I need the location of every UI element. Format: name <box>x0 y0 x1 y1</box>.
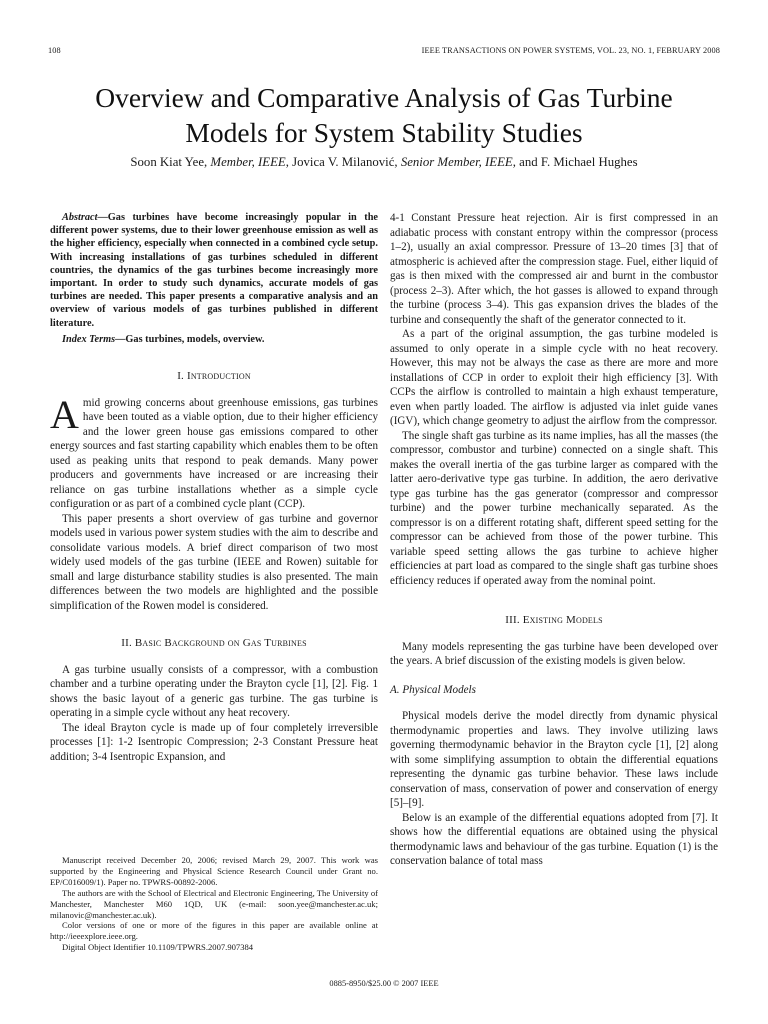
abstract-dash: — <box>97 212 108 223</box>
section-heading-existing-models <box>390 613 718 628</box>
right-paragraph-6: Below is an example of the differential equations adopted from [7]. It shows how the differential equations are obtained using the physical thermodynamic laws and behaviour of the gas turbine. Equation (1) is the conservation balance of total mass <box>390 811 718 867</box>
abstract-label: Abstract <box>62 212 98 223</box>
intro-paragraph-1-text: mid growing concerns about greenhouse emissions, gas turbines have been touted as a viable option, due to their higher efficiency and the lower green house gas emissions compared to other energy sources and fast starting capability which enables them to be often used as peaking units that respond to peak demands. Many power producers and governments have increased or are increasing their reliance on gas turbine installations whether as a simple cycle configuration or as part of a combined cycle plant (CCP). <box>50 396 378 511</box>
section-heading-background <box>50 636 378 651</box>
author-1-role: Member, IEEE <box>210 155 286 169</box>
footnote-color: Color versions of one or more of the figures in this paper are available online at http://ieeexplore.ieee.org. <box>50 920 378 942</box>
footnotes <box>50 855 378 953</box>
author-2-role: Senior Member, IEEE <box>400 155 513 169</box>
author-line: Soon Kiat Yee, Member, IEEE, Jovica V. Milanović, Senior Member, IEEE, and F. Michael Hughes <box>130 155 638 169</box>
index-terms-dash: — <box>115 333 126 345</box>
title-line-2: Models for System Stability Studies <box>185 117 583 148</box>
title-line-1: Overview and Comparative Analysis of Gas Turbine <box>95 82 673 113</box>
footnote-affiliation: The authors are with the School of Electrical and Electronic Engineering, The University of Manchester, Manchester M60 1QD, UK (e-mail: soon.yee@manchester.ac.uk; milanovic@manchester.ac.uk). <box>50 887 378 920</box>
right-paragraph-1: 4-1 Constant Pressure heat rejection. Air is first compressed in an adiabatic process with constant entropy within the compressor (process 1–2), usually an axial compressor. Pressure of 13–20 times [3] that of atmospheric is achieved after the compression stage. Fuel, either liquid of gas is then mixed with the compressed air and burnt in the combustor (process 2–3). After which, the hot gasses is allowed to expand through the turbine (process 3–4). This gas expansion drives the blades of the turbine and consequently the shaft of the generator connected to it. <box>390 212 718 326</box>
right-paragraph-2: As a part of the original assumption, the gas turbine modeled is assumed to only operate in a simple cycle with no heat recovery. However, this may not be always the case as there are more and more installations of CCP in order to exploit their high efficiency [3]. With CCPs the airflow is controlled to maintain a high exhaust temperature, even when partly loaded. The airflow is adjusted via inlet guide vanes (IGV), which change geometry to adjust the airflow from the compressor. <box>390 328 718 427</box>
index-terms <box>50 333 378 346</box>
footnote-doi: Digital Object Identifier 10.1109/TPWRS.2007.907384 <box>62 942 254 953</box>
background-paragraph-1: A gas turbine usually consists of a compressor, with a combustion chamber and a turbine operating under the Brayton cycle [1], [2]. Fig. 1 shows the basic layout of a generic gas turbine. The gas turbine is operating in a simple cycle without any heat recovery. <box>50 663 378 720</box>
abstract-text: Gas turbines have become increasingly popular in the different power systems, due to their lower greenhouse emission as well as the higher efficiency, especially when connected in a combined cycle setup. With increasing installations of gas turbines scheduled in different countries, the dynamics of the gas turbines become increasingly more important. In order to study such dynamics, accurate models of gas turbines are needed. This paper presents a comparative analysis and an overview of various models of gas turbines published in different literature. <box>50 212 378 329</box>
right-column <box>390 211 718 869</box>
drop-cap: A <box>50 391 79 437</box>
section-heading-introduction <box>50 369 378 384</box>
section-number: III. <box>505 614 520 626</box>
right-paragraph-5: Physical models derive the model directly from dynamic physical thermodynamic properties and laws. They involve utilizing laws governing thermodynamic behavior in the Brayton cycle [1], [2] along with some simplifying assumption to obtain the differential equations representing the dynamic gas turbine behavior. These laws include conservation of mass, conservation of power and conservation of energy [5]–[9]. <box>390 710 718 809</box>
section-title: Basic Background on Gas Turbines <box>134 637 307 650</box>
running-head <box>48 46 720 55</box>
paper-title <box>0 80 768 150</box>
footnote-manuscript: Manuscript received December 20, 2006; revised March 29, 2007. This work was supported by the Engineering and Physical Science Research Council under Grant no. EP/C016009/1). Paper no. TPWRS-00892-2006. <box>50 855 378 887</box>
section-title: Introduction <box>186 370 251 383</box>
abstract <box>50 211 378 330</box>
journal-name: IEEE TRANSACTIONS ON POWER SYSTEMS, VOL. 23, NO. 1, FEBRUARY 2008 <box>421 46 720 55</box>
section-number: I. <box>177 370 185 383</box>
right-paragraph-3: The single shaft gas turbine as its name implies, has all the masses (the compressor, combustor and turbine) connected on a single shaft. This makes the overall inertia of the gas turbine larger as compared with the latter aero-derivative type gas turbine. In addition, the aero derivative type gas turbine has the gas generator (compressor and compressor turbine) and the power turbine mechanically separated. As the compressor is on a different rotating shaft, different speed setting for the compressor can be achieved from those of the power turbine. This variable speed setting allows the gas turbine to achieve higher efficiencies at part load as compared to the single shaft gas turbine shoes efficiency reduces if operated away from the nominal point. <box>390 429 718 587</box>
background-paragraph-2: The ideal Brayton cycle is made up of four completely irreversible processes [1]: 1-2 Isentropic Compression; 2-3 Constant Pressure heat addition; 3-4 Isentropic Expansion, and <box>50 721 378 763</box>
author-1-name: Soon Kiat Yee <box>130 155 204 169</box>
author-3-name: F. Michael Hughes <box>540 155 638 169</box>
author-conjunction: and <box>519 155 538 169</box>
page-number: 108 <box>48 46 61 55</box>
subsection-heading-physical-models: A. Physical Models <box>390 683 476 696</box>
intro-paragraph-2: This paper presents a short overview of gas turbine and governor models used in various power system studies with the aim to describe and consolidate various models. A brief direct comparison of two most widely used models of the gas turbine (IEEE and Rowen) suitable for small and large disturbance stability studies is also presented. The main differences between the two models are highlighted and the possible simplification of the Rowen model is considered. <box>50 512 378 612</box>
index-terms-text: Gas turbines, models, overview. <box>125 333 265 345</box>
index-terms-label: Index Terms <box>62 333 116 345</box>
section-number: II. <box>121 637 132 650</box>
author-2-name: Jovica V. Milanović <box>292 155 395 169</box>
section-title: Existing Models <box>522 614 603 626</box>
left-column <box>50 211 378 764</box>
page-footer: 0885-8950/$25.00 © 2007 IEEE <box>329 979 439 988</box>
right-paragraph-4: Many models representing the gas turbine have been developed over the years. A brief discussion of the existing models is given below. <box>390 640 718 667</box>
intro-paragraph-1 <box>50 391 378 512</box>
